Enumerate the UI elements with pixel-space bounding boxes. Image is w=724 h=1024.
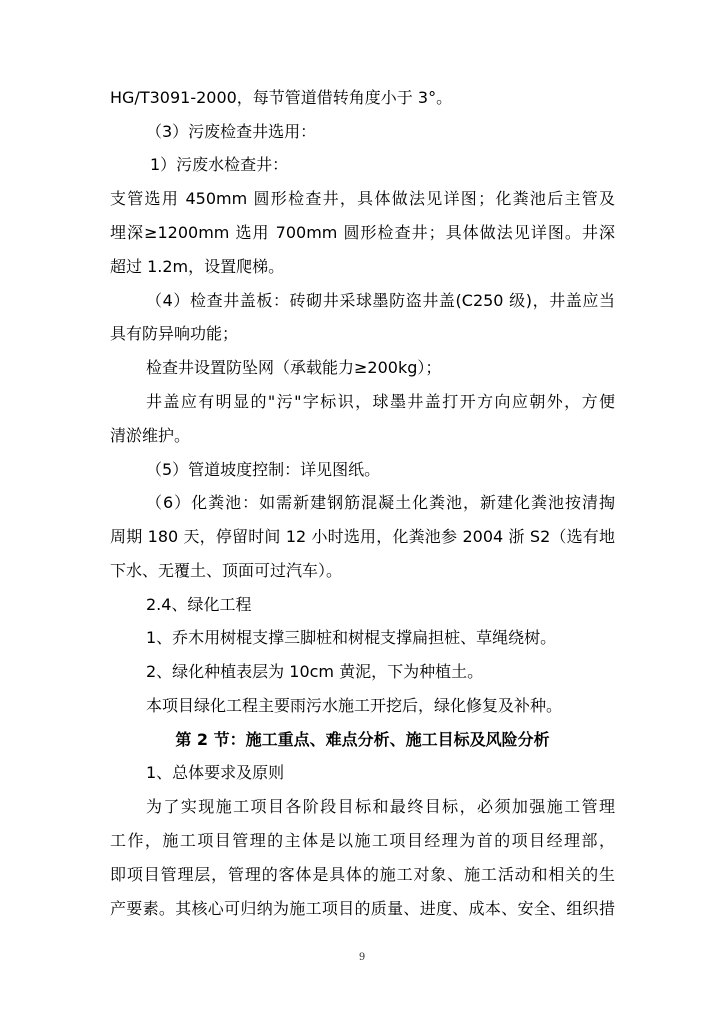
section-heading: 1、总体要求及原则 (146, 763, 285, 782)
list-item: 2、绿化种植表层为 10cm 黄泥，下为种植土。 (146, 662, 484, 681)
chapter-heading: 第 2 节：施工重点、难点分析、施工目标及风险分析 (175, 730, 550, 749)
page-number: 9 (358, 952, 366, 963)
subsection-item-1: 1）污废水检查井： (150, 155, 289, 174)
paragraph-line: 本项目绿化工程主要雨污水施工开挖后，绿化修复及补种。 (146, 696, 563, 715)
paragraph-line: 超过 1.2m，设置爬梯。 (110, 257, 285, 276)
paragraph-line: 支管选用 450mm 圆形检查井，具体做法见详图；化粪池后主管及 (110, 189, 615, 208)
section-item-3: （3）污废检查井选用： (146, 122, 317, 141)
paragraph-line: 井盖应有明显的"污"字标识，球墨井盖打开方向应朝外，方便 (146, 392, 615, 411)
section-item-4: （4）检查井盖板：砖砌井采球墨防盗井盖(C250 级)，井盖应当 (146, 291, 615, 310)
paragraph-line: HG/T3091-2000，每节管道借转角度小于 3°。 (110, 88, 453, 107)
paragraph-line: 产要素。其核心可归纳为施工项目的质量、进度、成本、安全、组织措 (110, 899, 615, 918)
list-item: 1、乔木用树棍支撑三脚桩和树棍支撑扁担桩、草绳绕树。 (146, 628, 557, 647)
paragraph-line: 工作，施工项目管理的主体是以施工项目经理为首的项目经理部， (110, 831, 615, 850)
section-heading: 2.4、绿化工程 (146, 595, 252, 614)
paragraph-line: 埋深≥1200mm 选用 700mm 圆形检查井；具体做法见详图。井深 (110, 223, 615, 242)
paragraph-line: 即项目管理层，管理的客体是具体的施工对象、施工活动和相关的生 (110, 865, 615, 884)
paragraph-line: 为了实现施工项目各阶段目标和最终目标，必须加强施工管理 (146, 797, 615, 816)
section-item-6: （6）化粪池：如需新建钢筋混凝土化粪池，新建化粪池按清掏 (146, 493, 615, 512)
paragraph-line: 周期 180 天，停留时间 12 小时选用，化粪池参 2004 浙 S2（选有地 (110, 527, 615, 546)
section-item-5: （5）管道坡度控制：详见图纸。 (146, 460, 381, 479)
paragraph-line: 具有防异响功能； (110, 324, 239, 343)
paragraph-line: 下水、无覆土、顶面可过汽车）。 (110, 561, 343, 580)
paragraph-line: 检查井设置防坠网（承载能力≥200kg）； (146, 358, 442, 377)
paragraph-line: 清淤维护。 (110, 426, 191, 445)
